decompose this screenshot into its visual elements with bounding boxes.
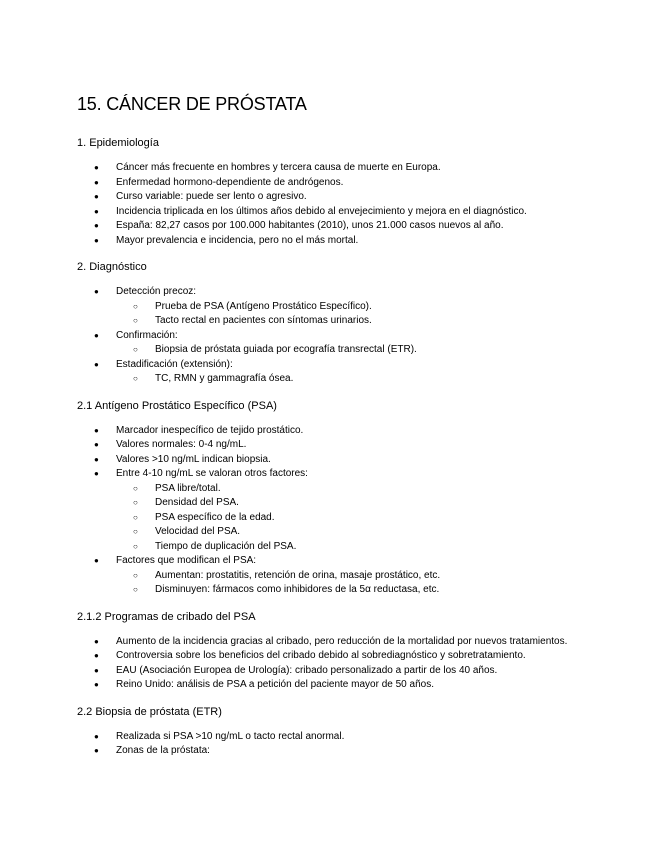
bullet-list xyxy=(77,161,597,248)
list-item-text: Marcador inespecífico de tejido prostático. xyxy=(116,424,304,436)
sub-list-item: ○ Tiempo de duplicación del PSA. xyxy=(116,540,597,555)
sub-list-item: ○ TC, RMN y gammagrafía ósea. xyxy=(116,372,597,387)
list-item xyxy=(77,358,597,387)
list-item xyxy=(77,730,597,745)
list-item xyxy=(77,161,597,176)
list-item-text: España: 82,27 casos por 100.000 habitantes (2010), unos 21.000 casos nuevos al año. xyxy=(116,220,504,231)
list-item-text: Cáncer más frecuente en hombres y tercera causa de muerte en Europa. xyxy=(116,162,441,173)
bullet-list xyxy=(77,635,597,693)
sub-bullet-list xyxy=(116,482,597,555)
list-item-text: Incidencia triplicada en los últimos años debido al envejecimiento y mejora en el diagnóstico. xyxy=(116,205,527,217)
section-heading: 2. Diagnóstico xyxy=(77,261,147,273)
sub-list-item: ○ Velocidad del PSA. xyxy=(116,525,597,540)
list-item xyxy=(77,744,597,759)
sub-bullet-list xyxy=(116,569,597,598)
list-item xyxy=(77,438,597,453)
list-item xyxy=(77,678,597,693)
sub-list-item: ○ Disminuyen: fármacos como inhibidores de la 5α reductasa, etc. xyxy=(116,583,597,598)
bullet-list xyxy=(77,730,597,759)
list-item-text: Detección precoz: xyxy=(116,286,197,297)
bullet-list xyxy=(77,285,597,387)
sub-list-item: ○ PSA específico de la edad. xyxy=(116,511,597,526)
list-item xyxy=(77,190,597,205)
list-item xyxy=(77,329,597,358)
section-heading: 2.1.2 Programas de cribado del PSA xyxy=(77,610,256,623)
document-page xyxy=(77,94,597,772)
list-item-text: Zonas de la próstata: xyxy=(116,745,210,756)
list-item-text: Valores normales: 0-4 ng/mL. xyxy=(116,439,247,450)
list-item-text: Reino Unido: análisis de PSA a petición del paciente mayor de 50 años. xyxy=(116,679,434,690)
list-item-text: Curso variable: puede ser lento o agresivo. xyxy=(116,191,307,202)
list-item-text: Confirmación: xyxy=(116,329,178,341)
document-content xyxy=(77,137,597,759)
list-item-text: Controversia sobre los beneficios del cribado debido al sobrediagnóstico y sobretratamiento. xyxy=(116,650,526,661)
list-item-text: Aumento de la incidencia gracias al cribado, pero reducción de la mortalidad por nuevos tratamientos. xyxy=(116,635,568,647)
list-item xyxy=(77,554,597,598)
list-item-text: EAU (Asociación Europea de Urología): cribado personalizado a partir de los 40 años. xyxy=(116,664,498,676)
sub-bullet-list xyxy=(116,372,597,387)
list-item-text: Realizada si PSA >10 ng/mL o tacto rectal anormal. xyxy=(116,730,345,742)
section-heading: 1. Epidemiología xyxy=(77,137,159,149)
section-heading: 2.2 Biopsia de próstata (ETR) xyxy=(77,705,222,718)
list-item xyxy=(77,424,597,439)
list-item xyxy=(77,234,597,249)
list-item xyxy=(77,635,597,650)
list-item xyxy=(77,176,597,191)
sub-list-item: ○ Prueba de PSA (Antígeno Prostático Específico). xyxy=(116,300,597,315)
sub-list-item: ○ Aumentan: prostatitis, retención de orina, masaje prostático, etc. xyxy=(116,569,597,584)
list-item-text: Mayor prevalencia e incidencia, pero no el más mortal. xyxy=(116,234,359,246)
bullet-list xyxy=(77,424,597,598)
list-item xyxy=(77,649,597,664)
list-item xyxy=(77,205,597,220)
document-title: 15. CÁNCER DE PRÓSTATA xyxy=(77,94,307,114)
section-heading: 2.1 Antígeno Prostático Específico (PSA) xyxy=(77,399,277,412)
sub-list-item: ○ Densidad del PSA. xyxy=(116,496,597,511)
sub-list-item: ○ PSA libre/total. xyxy=(116,482,597,497)
list-item-text: Entre 4-10 ng/mL se valoran otros factores: xyxy=(116,468,308,479)
list-item-text: Estadificación (extensión): xyxy=(116,358,233,370)
list-item-text: Enfermedad hormono-dependiente de andrógenos. xyxy=(116,176,344,188)
list-item-text: Factores que modifican el PSA: xyxy=(116,555,257,566)
list-item xyxy=(77,285,597,329)
sub-bullet-list xyxy=(116,300,597,329)
list-item-text: Valores >10 ng/mL indican biopsia. xyxy=(116,453,271,465)
list-item xyxy=(77,219,597,234)
sub-list-item: ○ Biopsia de próstata guiada por ecografía transrectal (ETR). xyxy=(116,343,597,358)
list-item xyxy=(77,453,597,468)
sub-bullet-list xyxy=(116,343,597,358)
sub-list-item: ○ Tacto rectal en pacientes con síntomas urinarios. xyxy=(116,314,597,329)
list-item xyxy=(77,664,597,679)
list-item xyxy=(77,467,597,554)
